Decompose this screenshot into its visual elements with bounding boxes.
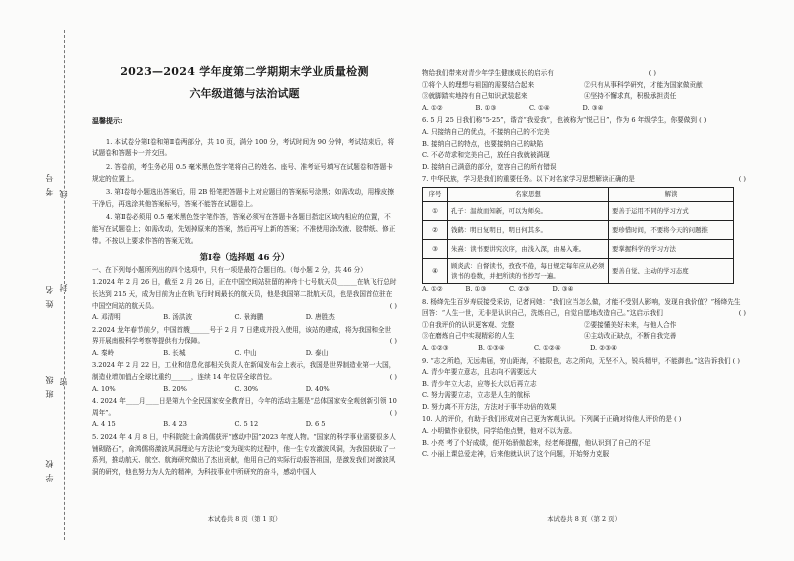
option-c: C. 30%: [234, 384, 259, 393]
option-b: B. 青少年立大志，应等长大以后再立志: [422, 379, 537, 388]
question-stem: 7. 中华民族，学习是我们的重要任务。以下对名家学习思想解读正确的是: [422, 175, 635, 184]
option-c: C. 5 12: [234, 420, 259, 429]
row-reading: 要善于运用不同的学习方式: [609, 201, 734, 220]
class-label: 班级: [45, 370, 54, 398]
statement-1: ①将个人的理想与祖国的需要结合起来: [422, 80, 535, 89]
table-row: [423, 201, 734, 220]
header-number: 序号: [423, 187, 448, 201]
answer-paren: ( ): [389, 301, 397, 310]
option-d: D. 唐胜杰: [305, 313, 335, 322]
option-d: D. ②③④: [590, 343, 617, 352]
option-a: A. ①②③: [422, 343, 449, 352]
answer-paren: ( ): [738, 175, 746, 184]
option-b: B. 4 23: [163, 420, 187, 429]
name-label: 姓名: [45, 280, 54, 308]
question-stem: 6. 5 月 25 日我们称“5·25”，谐音“我爱我”，也被称为“悦己日”，作为 6 年级学生，你要做到: [422, 116, 697, 125]
binding-mark-secret: 密: [59, 378, 68, 386]
option-a: A. 邓清明: [92, 313, 121, 322]
tip-item: 4. 第Ⅱ卷必须用 0.5 毫米黑色签字笔作答，答案必须写在答题卡各题目指定区域内相应的位置，不能写在试题卷上；如需改动，先划掉原来的答案，然后再写上新的答案；不准使用涂改液、胶带纸、修正带。不按以上要求作答的答案无效。: [92, 213, 396, 245]
question-stem: 1.2024 年 2 月 26 日，截至 2 月 26 日，正在中国空间站驻留的神舟十七号航天员______在轨飞行总时长达到 215 天，成为目前为止在轨飞行时间最长的航天员，他是我国第二批航天员，也是我国首位驻在中国空间站的航天员。: [92, 278, 397, 310]
option-b: B. 长城: [163, 348, 186, 357]
option-c: C. ①④: [529, 103, 550, 112]
binding-strip: [0, 0, 92, 561]
question-1: [92, 277, 397, 323]
table-row: [423, 220, 734, 239]
page-one: [92, 0, 397, 523]
question-stem: 10. 人的评价，有助于我们形成对自己更为客观认识。下列属于正确对待他人评价的是: [422, 415, 672, 424]
answer-paren: ( ): [732, 356, 740, 365]
answer-paren: ( ): [648, 69, 656, 77]
option-c: C. 景海鹏: [234, 313, 264, 322]
option-a: A. 4 15: [92, 420, 116, 429]
statement-3: ③就脚踏实地持有自己知识武装起来: [422, 92, 528, 101]
statement-1: ①自我评价的认识更客观、完整: [422, 320, 515, 329]
header-reading: 解读: [609, 187, 734, 201]
answer-paren: ( ): [699, 116, 707, 125]
answer-paren: ( ): [674, 415, 682, 424]
question-3: [92, 360, 397, 395]
option-d: D. 6 5: [305, 420, 326, 429]
option-b: B. ①③: [475, 103, 497, 112]
page-footer: 本试卷共 8 页（第 1 页）: [207, 515, 282, 523]
tips-label: 温馨提示:: [92, 116, 123, 126]
row-idea: 朱熹：读书要讲究次序，由浅入深，由易入难。: [448, 239, 609, 258]
binding-mark-line: 线: [59, 190, 68, 198]
option-c: C. 努力需要立志，立志是人生的航标: [422, 391, 530, 400]
row-number: ①: [423, 201, 448, 220]
option-d: D. 努力离不开方法，方法对于事半功倍的效果: [422, 402, 557, 411]
option-b: B. 汤洪波: [163, 313, 193, 322]
option-b: B. ①③: [465, 284, 487, 293]
question-7: [422, 174, 746, 295]
option-b: B. 20%: [163, 384, 187, 393]
option-c: C. 中山: [234, 348, 257, 357]
option-a: A. ①②: [422, 284, 443, 293]
page-footer: 本试卷共 8 页（第 2 页）: [547, 515, 621, 523]
statement-4: ④主动改正缺点，不断自我完善: [584, 332, 677, 341]
table-row: [423, 258, 734, 283]
question-6: [422, 115, 746, 173]
header-idea: 名家思想: [448, 187, 609, 201]
option-d: D. 泰山: [305, 348, 329, 357]
question-9: [422, 356, 746, 414]
tip-item: 2. 答卷前，考生务必用 0.5 毫米黑色签字笔将自己的姓名、座号、准考证号填写在试题卷和答题卡规定的位置上。: [92, 162, 393, 183]
binding-mark-seal: 封: [59, 284, 68, 292]
statement-3: ③在磨炼自己中实现精彩的人生: [422, 332, 515, 341]
option-d: D. 40%: [305, 384, 330, 393]
tip-item: 3. 第Ⅰ卷每小题选出答案后，用 2B 铅笔把答题卡上对应题目的答案标号涂黑；如需改动，用橡皮擦干净后，再选涂其他答案标号，答案不能答在试题卷上。: [92, 188, 394, 208]
option-c: C. 小丽上课总爱走神，后来他就认识了这个问题，开始努力克服: [422, 450, 610, 459]
option-d: D. ③④: [582, 103, 604, 112]
option-c: C. ②③: [509, 284, 530, 293]
row-idea: 钱鹤：明日复明日，明日何其多。: [448, 220, 609, 239]
row-reading: 要掌握科学的学习方法: [609, 239, 734, 258]
row-idea: 顾炎武：自督读书，孜孜不倦，每日规定每年应从必须读书的卷数，并把所读的书抄写一遍。: [448, 258, 609, 283]
table-row: [423, 239, 734, 258]
row-reading: 要善自觉、主动的学习态度: [609, 258, 734, 283]
row-reading: 要珍惜时间，不要将今天的问题推: [609, 220, 734, 239]
answer-paren: ( ): [389, 408, 397, 417]
question-stem: 2.2024 龙年春节前夕，中国首艘______号于 2 月 7 日建成并投入使用，该站的建成，将为我国和全世界开展南极科学考察等提供有力保障。: [92, 325, 392, 346]
part-one-instructions: 一、在下列每小题所列出的四个选项中，只有一项是最符合题目的。（每小题 2 分，共 46 分）: [92, 265, 367, 274]
statement-2: ②只有从事科学研究，才能为国家做贡献: [584, 80, 703, 89]
option-d: D. ③④: [552, 284, 574, 293]
question-5: [92, 432, 397, 478]
statement-4: ④坚持不懈求真，积极承担责任: [584, 92, 677, 101]
answer-paren: ( ): [389, 373, 397, 382]
question-10: [422, 414, 746, 460]
option-a: A. 10%: [92, 384, 116, 393]
question-stem: 4. 2024 年____月____日是第九个全民国家安全教育日，今年的活动主题是“总体国家安全观创新引领 10 周年”。: [92, 397, 397, 417]
option-c: C. ①②④: [534, 343, 561, 352]
school-label: 学校: [45, 454, 54, 482]
question-5-continued: [422, 68, 746, 80]
option-a: A. 青少年要立意志，且志向不需要远大: [422, 368, 537, 377]
option-a: A. 小明做作业很快，同学给他点赞，他对不以为意。: [422, 427, 577, 436]
question-4: [92, 396, 397, 431]
question-stem: 5. 2024 年 4 月 8 日，中科院院士俞鸿儒获评“感动中国”2023 年度人物。“国家的科学事业需要很多人铺砌路石”，俞鸿儒将激波风洞理论与方法论“变为现实的过程中，他一生专攻激波风洞，为我国获取了一系列，推动航天、航空、航海研究做出了杰出贡献，他用自己的实际行动报答祖国，是激发我们对激波风洞的研究，他也努力为人先的精神，为科技事业中所研究的奋斗，感动中国人: [92, 433, 396, 476]
row-number: ②: [423, 220, 448, 239]
option-d: D. 接纳自己满意的部分，宽容自己的所有错误: [422, 162, 557, 171]
option-b: B. 接纳自己的特点，也要接纳自己的缺陷: [422, 139, 544, 148]
exam-title: 2023—2024 学年度第二学期期末学业质量检测: [120, 65, 369, 78]
thinkers-table: [422, 187, 734, 284]
option-b: B. ①③④: [478, 343, 505, 352]
statement-2: ②要接懂美好未来，与他人合作: [584, 320, 677, 329]
option-a: A. ①②: [422, 103, 443, 112]
question-stem: 8. 杨绛先生百岁寿辰接受采访，记者问她：“我们应当怎么做，才能不受别人影响，发现自我价值？”杨绛先生回答：“人生一世，无非是认识自己，洗炼自己，自觉自愿地改造自己。”这启示我们: [422, 297, 741, 318]
part-one-title: 第Ⅰ卷（选择题 46 分）: [199, 253, 290, 264]
row-number: ③: [423, 239, 448, 258]
question-8: [422, 297, 746, 355]
exam-subtitle: 六年级道德与法治试题: [189, 86, 300, 100]
option-c: C. 不必苛求和完美自己，放任自我就被满现: [422, 151, 550, 160]
row-number: ④: [423, 258, 448, 283]
option-a: A. 只接纳自己的优点，不接纳自己的不完美: [422, 127, 550, 136]
option-a: A. 秦岭: [92, 348, 115, 357]
question-2: [92, 325, 397, 360]
answer-paren: ( ): [738, 309, 746, 318]
question-stem: 3.2024 年 2 月 22 日，工业和信息化部相关负责人在新闻发布会上表示，我国是世界制造业第一大国，制造业增加值占全球比重约______，连续 14 年位居全球首位。: [92, 361, 396, 382]
page-two: [422, 0, 746, 523]
question-stem: 9. “志之所趋，无远弗届，穷山距海，不能限也，志之所向，无坚不入，锐兵精甲，不能御也。”这告诉我们: [422, 356, 731, 365]
answer-paren: ( ): [389, 337, 397, 346]
row-idea: 孔子：温故而知新，可以为师矣。: [448, 201, 609, 220]
table-header-row: [423, 187, 734, 201]
question-stem: 物给我们带来对青少年学生健康成长的启示有: [422, 69, 554, 77]
exam-no-label: 考号: [45, 168, 54, 196]
tip-item: 1. 本试卷分第Ⅰ卷和第Ⅱ卷两部分，共 10 页，满分 100 分，考试时间为 90 分钟，考试结束后，将试题卷和答题卡一并交回。: [92, 137, 395, 158]
option-b: B. 小亮 考了个好成绩，便开始骄傲起来，经老师提醒，他认识到了自己的不足: [422, 438, 651, 447]
